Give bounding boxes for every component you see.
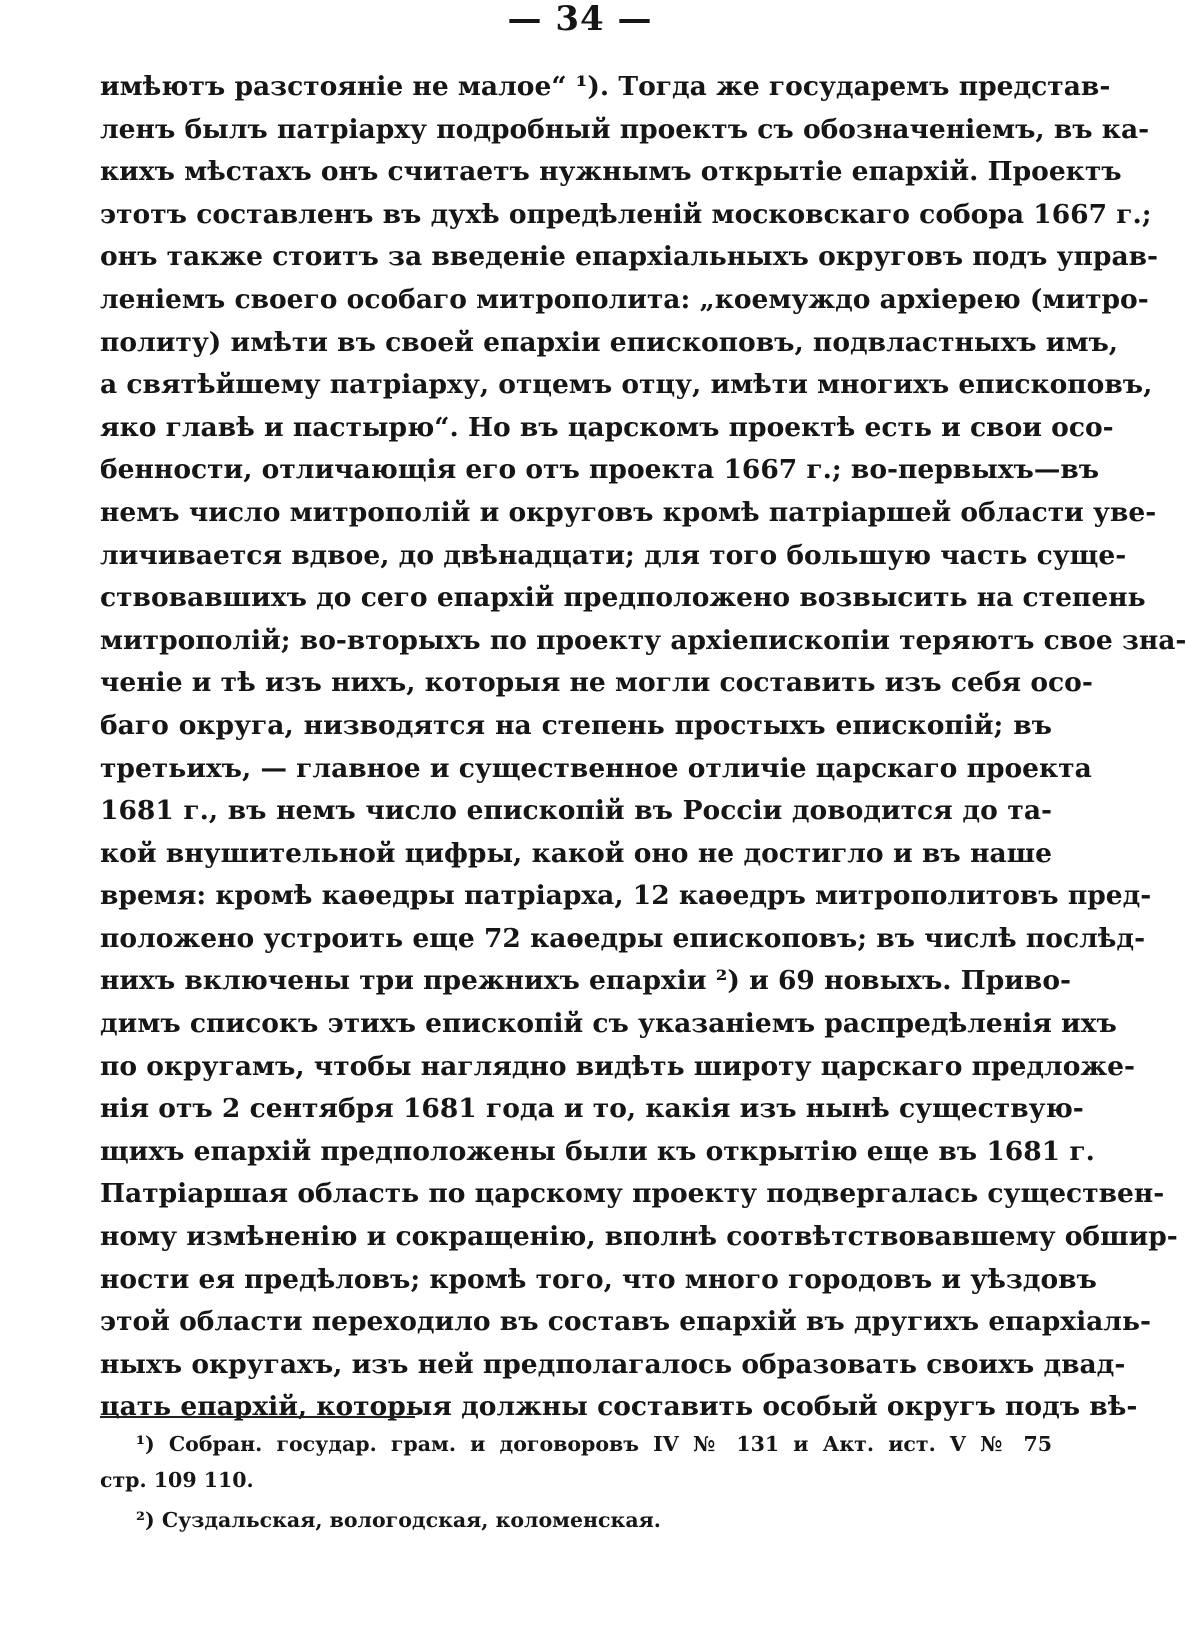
footnote-rule — [100, 1416, 415, 1418]
text-line: 1681 г., въ немъ число епископій въ Россіи доводится до та- — [100, 795, 1052, 827]
text-line: баго округа, низводятся на степень простыхъ епископій; въ — [100, 709, 1052, 741]
footnote-1: ¹) Собран. государ. грам. и договоровъ IV № 131 и Акт. ист. V № 75 — [136, 1432, 1052, 1456]
text-line: онъ также стоитъ за введеніе епархіальныхъ округовъ подъ управ- — [100, 241, 1159, 273]
text-line: димъ списокъ этихъ епископій съ указаніемъ распредѣленія ихъ — [100, 1008, 1117, 1040]
text-line: митрополій; во-вторыхъ по проекту архіепископіи теряютъ свое зна- — [100, 624, 1186, 656]
footnote-2: ²) Суздальская, вологодская, коломенская. — [136, 1508, 661, 1532]
text-line: по округамъ, чтобы наглядно видѣть широту царскаго предложе- — [100, 1050, 1136, 1082]
text-line: время: кромѣ каѳедры патріарха, 12 каѳедръ митрополитовъ пред- — [100, 880, 1152, 912]
text-line: яко главѣ и пастырю“. Но въ царскомъ проектѣ есть и свои осо- — [100, 411, 1114, 443]
text-line: этой области переходило въ составъ епархій въ другихъ епархіаль- — [100, 1306, 1151, 1338]
text-line: леніемъ своего особаго митрополита: „коемуждо архіерею (митро- — [100, 283, 1149, 315]
text-line: политу) имѣти въ своей епархіи епископовъ, подвластныхъ имъ, — [100, 326, 1119, 358]
text-line: щихъ епархій предположены были къ открытію еще въ 1681 г. — [100, 1135, 1095, 1167]
text-line: личивается вдвое, до двѣнадцати; для того большую часть суще- — [100, 539, 1127, 571]
text-line: этотъ составленъ въ духѣ опредѣленій московскаго собора 1667 г.; — [100, 198, 1152, 230]
page-number: — 34 — — [507, 0, 653, 39]
text-line: а святѣйшему патріарху, отцемъ отцу, имѣти многихъ епископовъ, — [100, 369, 1153, 401]
text-line: немъ число митрополій и округовъ кромѣ патріаршей области уве- — [100, 496, 1157, 528]
text-line: ному измѣненію и сокращенію, вполнѣ соотвѣтствовавшему обшир- — [100, 1221, 1178, 1253]
text-line: ныхъ округахъ, изъ ней предполагалось образовать своихъ двад- — [100, 1348, 1126, 1380]
text-line: Патріаршая область по царскому проекту подвергалась существен- — [100, 1178, 1165, 1210]
text-line: цать епархій, которыя должны составить особый округъ подъ вѣ- — [100, 1391, 1138, 1423]
text-line: положено устроить еще 72 каѳедры епископовъ; въ числѣ послѣд- — [100, 922, 1146, 954]
footnote-1-continuation: стр. 109 110. — [100, 1468, 254, 1492]
text-line: третьихъ, — главное и существенное отличіе царскаго проекта — [100, 752, 1092, 784]
text-line: кой внушительной цифры, какой оно не достигло и въ наше — [100, 837, 1052, 869]
body-text — [100, 66, 1186, 1429]
text-line: нихъ включены три прежнихъ епархіи ²) и 69 новыхъ. Приво- — [100, 965, 1072, 997]
text-line: ченіе и тѣ изъ нихъ, которыя не могли составить изъ себя осо- — [100, 667, 1093, 699]
text-line: ленъ былъ патріарху подробный проектъ съ обозначеніемъ, въ ка- — [100, 113, 1150, 145]
text-line: кихъ мѣстахъ онъ считаетъ нужнымъ открытіе епархій. Проектъ — [100, 156, 1122, 188]
text-line: имѣютъ разстояніе не малое“ ¹). Тогда же государемъ представ- — [100, 71, 1111, 102]
footnotes — [100, 1426, 1052, 1538]
text-line: ности ея предѣловъ; кромѣ того, что много городовъ и уѣздовъ — [100, 1263, 1097, 1295]
text-line: ствовавшихъ до сего епархій предположено возвысить на степень — [100, 582, 1146, 614]
text-line: нія отъ 2 сентября 1681 года и то, какія изъ нынѣ существую- — [100, 1093, 1084, 1125]
text-line: бенности, отличающія его отъ проекта 1667 г.; во-первыхъ—въ — [100, 454, 1100, 486]
